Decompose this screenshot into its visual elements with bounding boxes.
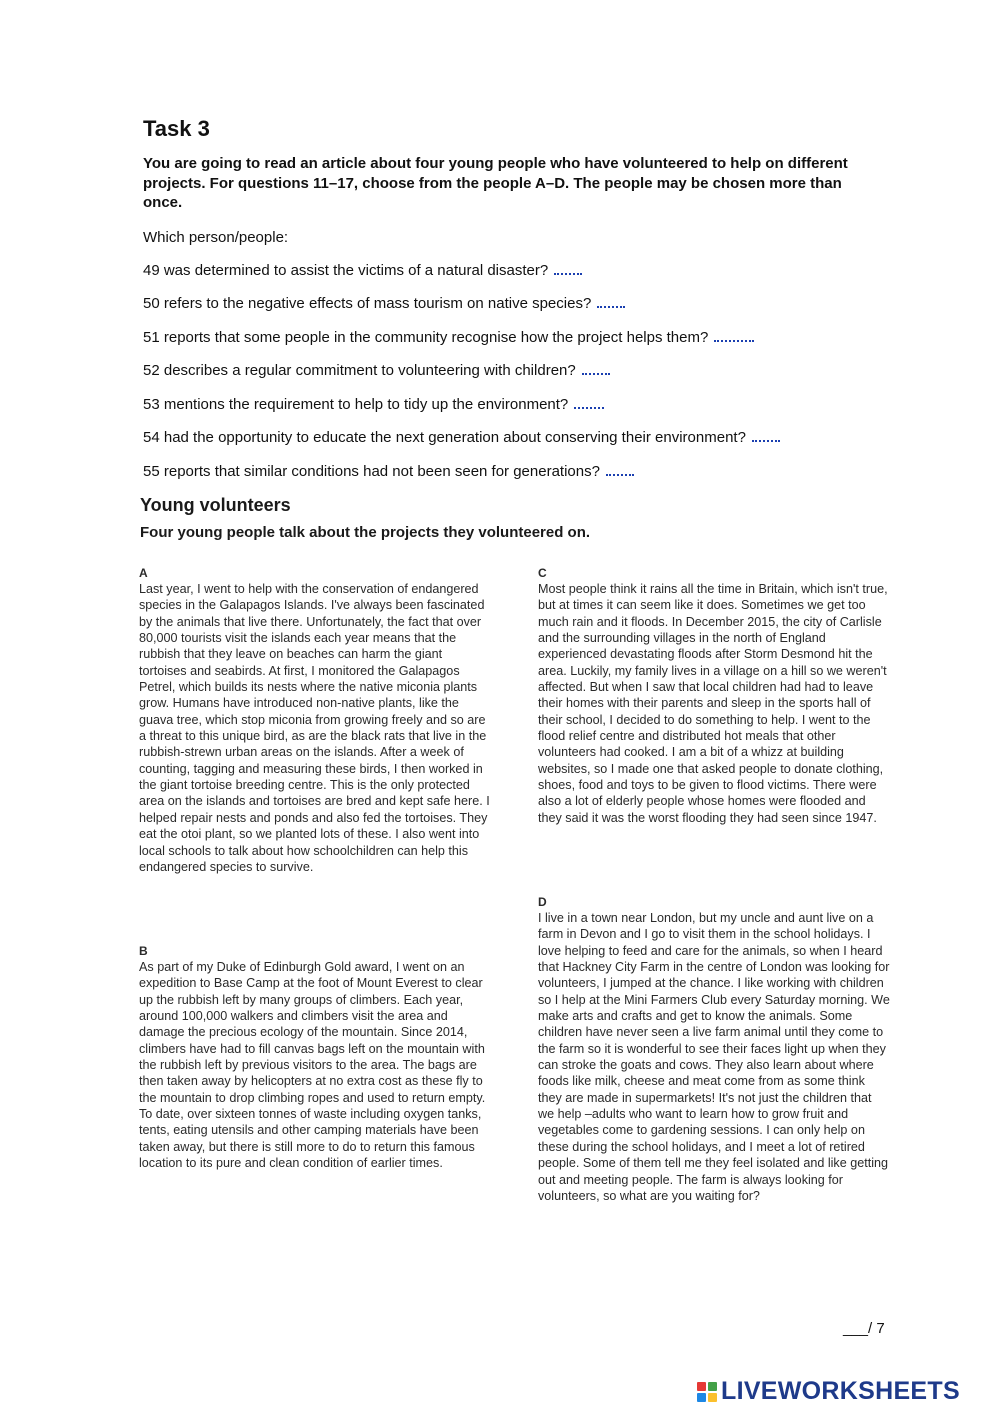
task-section — [143, 116, 863, 493]
task-prompt: Which person/people: — [143, 228, 289, 246]
task-instructions: You are going to read an article about four young people who have volunteered to help on different projects. For questions 11–17, choose from the people A–D. The people may be chosen more than once. — [143, 155, 848, 212]
logo-text: LIVEWORKSHEETS — [721, 1377, 960, 1405]
question-52 — [143, 359, 863, 380]
question-text: 52 describes a regular commitment to volunteering with children? — [143, 362, 576, 380]
section-letter: A — [139, 566, 148, 580]
question-50 — [143, 292, 863, 313]
score-field: ___/ 7 — [843, 1320, 885, 1337]
question-53 — [143, 393, 863, 414]
section-text: I live in a town near London, but my uncle and aunt live on a farm in Devon and I go to visit them in the school holidays. I love helping to feed and care for the animals, so when I heard that Hackney City Farm in the centre of London was looking for volunteers, I jumped at the chance. I like working with children so I help at the Mini Farmers Club every Saturday morning. We make arts and crafts and get to know the animals. Some children have never seen a live farm animal until they come to the farm so it is wonderful to see their faces light up when they can stroke the goats and cows. They also learn about where foods like milk, cheese and meat come from as some think they are made in supermarkets! It's not just the children that we help –adults who want to learn how to grow fruit and vegetables come to gardening sessions. I can only help on these during the school holidays, and I meet a lot of retired people. Some of them tell me they feel isolated and like getting out and meeting people. The farm is always looking for volunteers, so what are you waiting for? — [538, 911, 890, 1203]
answer-blank-49[interactable] — [554, 259, 582, 275]
answer-blank-54[interactable] — [752, 426, 780, 442]
question-text: 51 reports that some people in the community recognise how the project helps them? — [143, 328, 709, 346]
section-letter: C — [538, 566, 547, 580]
section-letter: D — [538, 895, 547, 909]
logo-grid-icon — [697, 1382, 717, 1402]
article-section-a — [139, 565, 491, 889]
article-subtitle: Four young people talk about the projects they volunteered on. — [140, 524, 591, 541]
logo-square — [708, 1382, 717, 1391]
answer-blank-52[interactable] — [582, 359, 610, 375]
answer-blank-53[interactable] — [574, 393, 604, 409]
logo-square — [697, 1393, 706, 1402]
question-text: 49 was determined to assist the victims of a natural disaster? — [143, 261, 549, 279]
question-51 — [143, 326, 863, 347]
liveworksheets-logo — [697, 1377, 960, 1406]
article-section-b — [139, 943, 491, 1185]
question-54 — [143, 426, 863, 447]
section-text: Last year, I went to help with the conservation of endangered species in the Galapagos Islands. I've always been fascinated by the animals that live there. Unfortunately, the fact that over 80,000 tourists visit the islands each year means that the rubbish that they leave on beaches can harm the giant tortoises and seabirds. At first, I monitored the Galapagos Petrel, which builds its nests where the native miconia plants grow. Humans have introduced non-native plants, like the guava tree, which stop miconia from growing freely and so are a threat to this unique bird, as are the black rats that live in the rubbish-strewn urban areas on the islands. After a week of counting, tagging and measuring these birds, I then worked in the giant tortoise breeding centre. This is the only protected area on the islands and tortoises are bred and kept safe here. I helped repair nests and ponds and also fed the tortoises. They eat the otoi plant, so we planted lots of these. I also went into local schools to talk about how schoolchildren can help this endangered species to survive. — [139, 582, 490, 874]
article-title: Young volunteers — [140, 495, 291, 515]
logo-square — [697, 1382, 706, 1391]
article-section-d — [538, 894, 890, 1218]
question-text: 50 refers to the negative effects of mass tourism on native species? — [143, 295, 592, 313]
question-text: 53 mentions the requirement to help to tidy up the environment? — [143, 395, 569, 413]
question-text: 54 had the opportunity to educate the next generation about conserving their environment? — [143, 429, 746, 447]
section-letter: B — [139, 944, 148, 958]
section-text: As part of my Duke of Edinburgh Gold award, I went on an expedition to Base Camp at the foot of Mount Everest to clear up the rubbish left by many groups of climbers. Each year, around 100,000 walkers and climbers visit the area and damage the precious ecology of the mountain. Since 2014, climbers have had to fill canvas bags left on the mountain with the rubbish left by previous visitors to the area. The bags are then taken away by helicopters at no extra cost as these fly to the mountain to drop climbing ropes and used to return empty. To date, over sixteen tonnes of waste including oxygen tanks, tents, eating utensils and other camping materials have been taken away, but there is still more to do to return this famous location to its pure and clean condition of earlier times. — [139, 960, 486, 1171]
answer-blank-51[interactable] — [714, 326, 754, 342]
section-text: Most people think it rains all the time in Britain, which isn't true, but at times it can seem like it does. Sometimes we get too much rain and it floods. In December 2015, the city of Carlisle and the surrounding villages in the north of England experienced devastating floods after Storm Desmond hit the area. Luckily, my family lives in a village on a hill so we weren't affected. But when I saw that local children had had to leave their homes with their parents and sleep in the sports hall of their school, I decided to do something to help. I went to the flood relief centre and distributed hot meals that other volunteers had cooked. I am a bit of a whizz at building websites, so I made one that asked people to donate clothing, shoes, food and toys to be given to flood victims. There were also a lot of elderly people whose homes were flooded and they said it was the worst flooding they had seen since 1947. — [538, 582, 888, 825]
question-49 — [143, 259, 863, 280]
answer-blank-50[interactable] — [597, 292, 625, 308]
answer-blank-55[interactable] — [606, 460, 634, 476]
task-title: Task 3 — [143, 116, 210, 141]
logo-square — [708, 1393, 717, 1402]
article-section-c — [538, 565, 890, 840]
question-text: 55 reports that similar conditions had not been seen for generations? — [143, 462, 600, 480]
question-55 — [143, 460, 863, 481]
